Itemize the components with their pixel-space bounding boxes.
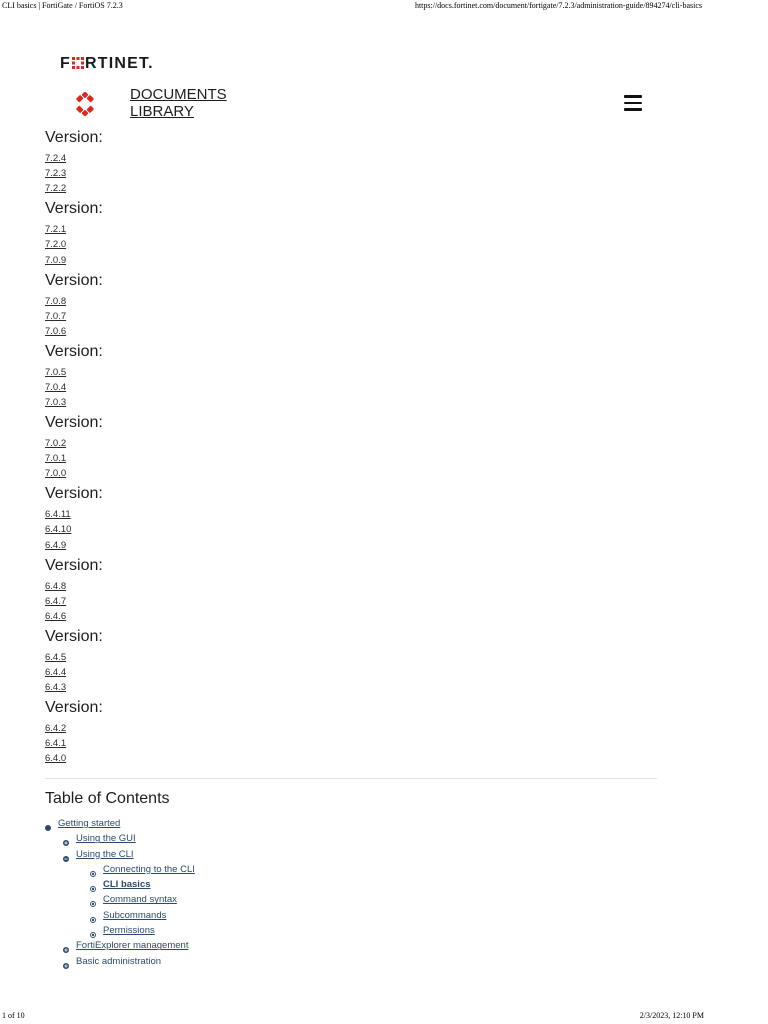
version-group — [45, 342, 665, 413]
version-link[interactable]: 7.0.2 — [45, 438, 67, 449]
version-heading: Version: — [45, 627, 103, 645]
version-link[interactable]: 7.2.3 — [45, 168, 67, 180]
version-link[interactable]: 6.4.5 — [45, 651, 67, 663]
toc-link[interactable]: Getting started — [58, 818, 121, 829]
dot-circle-icon — [90, 913, 96, 919]
print-page-title: CLI basics | FortiGate / FortiOS 7.2.3 — [2, 1, 123, 10]
version-group — [45, 199, 665, 270]
toc-item — [45, 938, 665, 953]
toc-item — [45, 908, 665, 923]
toc-item — [45, 831, 665, 846]
version-group — [45, 556, 665, 627]
minus-circle-icon[interactable] — [63, 852, 69, 858]
dot-circle-icon — [90, 897, 96, 903]
dot-circle-icon — [90, 867, 96, 873]
version-group — [45, 484, 665, 555]
print-page-number: 1 of 10 — [2, 1011, 25, 1020]
version-group — [45, 627, 665, 698]
filled-circle-icon[interactable] — [45, 821, 51, 827]
version-group — [45, 271, 665, 342]
toc-item — [45, 892, 665, 907]
version-link[interactable]: 7.2.4 — [45, 153, 67, 164]
toc-link[interactable]: Basic administration — [76, 955, 162, 967]
print-datetime: 2/3/2023, 12:10 PM — [639, 1011, 704, 1020]
documents-library-link[interactable] — [130, 86, 227, 120]
version-link[interactable]: 6.4.4 — [45, 666, 67, 678]
version-group — [45, 128, 665, 199]
version-heading: Version: — [45, 485, 103, 503]
plus-circle-icon[interactable] — [63, 836, 69, 842]
toc-link[interactable]: Command syntax — [103, 894, 177, 906]
plus-circle-icon[interactable] — [63, 943, 69, 949]
version-heading: Version: — [45, 129, 103, 146]
documents-library-icon[interactable] — [73, 92, 97, 116]
version-link[interactable]: 7.0.4 — [45, 381, 67, 393]
version-link[interactable]: 7.0.7 — [45, 310, 67, 322]
version-link[interactable]: 7.0.0 — [45, 468, 67, 480]
toc-link[interactable]: Using the CLI — [76, 848, 134, 860]
toc-item — [45, 877, 665, 892]
doclib-line2: LIBRARY — [130, 103, 194, 120]
version-link[interactable]: 7.0.5 — [45, 366, 67, 378]
toc-link[interactable]: Subcommands — [103, 909, 167, 921]
version-heading: Version: — [45, 200, 103, 218]
plus-circle-icon[interactable] — [63, 959, 69, 965]
print-page-url: https://docs.fortinet.com/document/fortigate/7.2.3/administration-guide/894274/cli-basics — [414, 1, 702, 10]
toc-link[interactable]: FortiExplorer management — [76, 940, 189, 952]
version-heading: Version: — [45, 271, 103, 289]
version-link[interactable]: 6.4.6 — [45, 610, 67, 622]
version-heading: Version: — [45, 414, 103, 431]
toc-title: Table of Contents — [45, 790, 170, 807]
toc-item — [45, 954, 665, 969]
toc-link[interactable]: CLI basics — [103, 879, 151, 891]
logo-wordmark: F RTINET. — [60, 55, 154, 72]
divider — [45, 778, 657, 779]
version-heading: Version: — [45, 556, 103, 574]
version-link[interactable]: 6.4.10 — [45, 524, 72, 536]
version-selector-list — [45, 128, 665, 769]
version-link[interactable]: 7.0.9 — [45, 254, 67, 266]
hamburger-menu-icon[interactable] — [624, 95, 642, 111]
version-link[interactable]: 6.4.8 — [45, 580, 67, 592]
version-group — [45, 698, 665, 769]
version-link[interactable]: 7.0.8 — [45, 295, 67, 307]
version-link[interactable]: 7.0.3 — [45, 397, 67, 409]
version-link[interactable]: 6.4.1 — [45, 738, 67, 750]
version-link[interactable]: 7.2.2 — [45, 183, 67, 195]
toc-item — [45, 923, 665, 938]
dot-circle-icon — [90, 928, 96, 934]
version-link[interactable]: 6.4.3 — [45, 682, 67, 694]
fortinet-logo[interactable] — [60, 55, 170, 73]
version-heading: Version: — [45, 699, 103, 716]
version-link[interactable]: 7.2.0 — [45, 239, 67, 251]
print-footer — [0, 1010, 768, 1024]
version-heading: Version: — [45, 342, 103, 360]
toc-item — [45, 862, 665, 877]
version-link[interactable]: 6.4.2 — [45, 723, 67, 734]
dot-circle-icon — [90, 882, 96, 888]
version-link[interactable]: 6.4.11 — [45, 509, 71, 521]
doclib-line1: DOCUMENTS — [130, 86, 227, 103]
table-of-contents — [45, 816, 665, 969]
version-link[interactable]: 6.4.7 — [45, 595, 67, 607]
toc-link[interactable]: Permissions — [103, 925, 155, 937]
toc-link[interactable]: Using the GUI — [76, 833, 136, 845]
print-header — [0, 0, 768, 12]
version-link[interactable]: 7.0.1 — [45, 453, 67, 465]
version-link[interactable]: 6.4.0 — [45, 753, 67, 765]
toc-link[interactable]: Connecting to the CLI — [103, 863, 195, 875]
version-link[interactable]: 7.2.1 — [45, 224, 67, 236]
version-link[interactable]: 7.0.6 — [45, 325, 67, 337]
fortinet-grid-icon — [72, 57, 84, 69]
toc-item — [45, 847, 665, 862]
version-link[interactable]: 6.4.9 — [45, 539, 67, 551]
toc-item — [45, 816, 665, 831]
version-group — [45, 413, 665, 484]
